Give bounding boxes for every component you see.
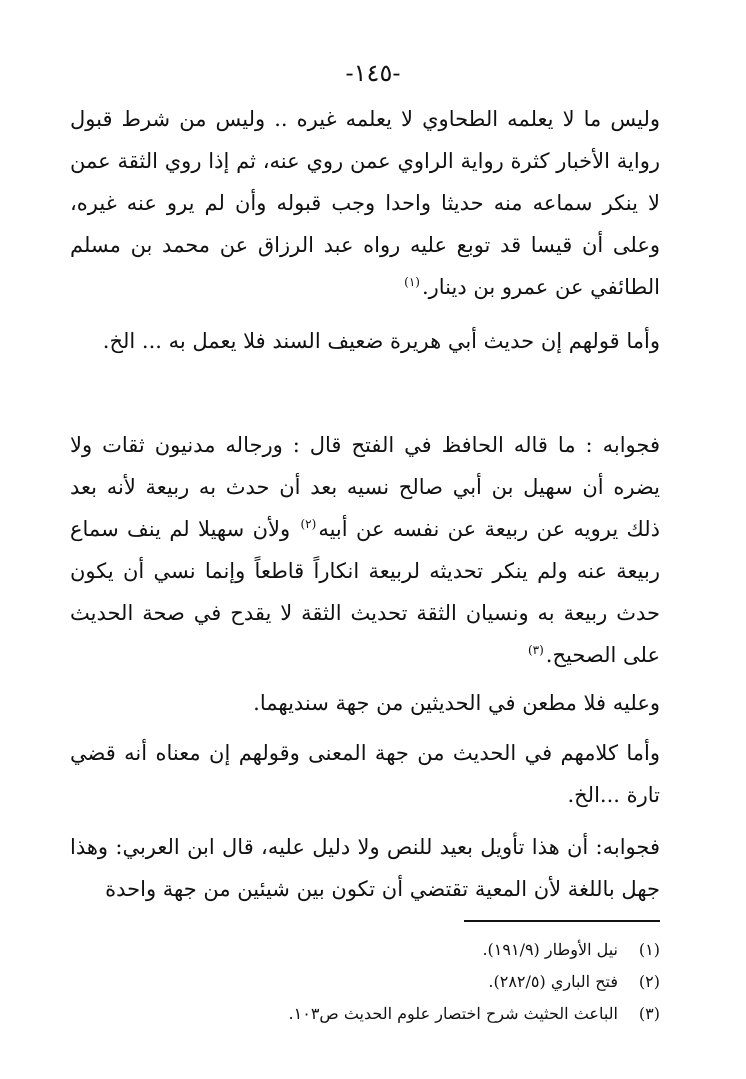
footnote-ref-2: (٢) xyxy=(300,517,317,531)
footnote-3 xyxy=(70,998,660,1030)
paragraph-1-text: وليس ما لا يعلمه الطحاوي لا يعلمه غيره .. وليس من شرط قبول رواية الأخبار كثرة رواية الراوي عمن روي عنه، ثم إذا روي الثقة عمن لا ينكر سماعه منه حديثا واحدا وجب قبوله وأن لم يرو عنه غيره، وعلى أن قيسا قد توبع عليه رواه عبد الرزاق عن محمد بن مسلم الطائفي عن عمرو بن دينار. xyxy=(70,107,660,299)
paragraph-5-text: وأما كلامهم في الحديث من جهة المعنى وقولهم إن معناه أنه قضي تارة ...الخ. xyxy=(70,741,660,807)
footnote-ref-3: (٣) xyxy=(527,643,544,657)
footnote-divider xyxy=(464,920,660,922)
paragraph-4-text: وعليه فلا مطعن في الحديثين من جهة سنديهما. xyxy=(253,691,660,715)
paragraph-3-text-b: ولأن سهيلا لم ينف سماع ربيعة عنه ولم ينكر تحديثه لربيعة انكاراً قاطعاً وإنما نسي أن يكون حدث ربيعة به ونسيان الثقة تحديث الثقة لا يقدح في صحة الحديث على الصحيح. xyxy=(70,517,660,667)
paragraph-4 xyxy=(70,682,660,724)
footnote-2-text: فتح الباري (٢٨٢/٥). xyxy=(488,972,618,991)
paragraph-6-text: فجوابه: أن هذا تأويل بعيد للنص ولا دليل عليه، قال ابن العربي: وهذا جهل باللغة لأن المعية تقتضي أن تكون بين شيئين من جهة واحدة xyxy=(70,835,660,901)
paragraph-2-text: وأما قولهم إن حديث أبي هريرة ضعيف السند فلا يعمل به ... الخ. xyxy=(102,329,660,353)
footnote-3-number: (٣) xyxy=(638,1004,660,1023)
footnote-ref-1: (١) xyxy=(404,275,420,289)
paragraph-3-text-a: فجوابه : ما قاله الحافظ في الفتح قال : ورجاله مدنيون ثقات ولا يضره أن سهيل بن أبي صالح نسيه بعد أن حدث به ربيعة لأنه بعد ذلك يرويه عن ربيعة عن نفسه عن أبيه xyxy=(70,433,660,541)
footnotes-list xyxy=(70,934,660,1030)
paragraph-5 xyxy=(70,732,660,816)
footnote-1-text: نيل الأوطار (١٩١/٩). xyxy=(482,940,618,959)
paragraph-3 xyxy=(70,424,660,676)
footnote-1 xyxy=(70,934,660,966)
footnote-1-number: (١) xyxy=(638,940,660,959)
paragraph-2 xyxy=(70,320,660,362)
page-number: -١٤٥- xyxy=(345,59,401,87)
paragraph-1 xyxy=(70,98,660,308)
paragraph-6 xyxy=(70,826,660,910)
footnote-2 xyxy=(70,966,660,998)
footnote-3-text: الباعث الحثيث شرح اختصار علوم الحديث ص١٠٣. xyxy=(288,1004,618,1023)
footnote-2-number: (٢) xyxy=(638,972,660,991)
